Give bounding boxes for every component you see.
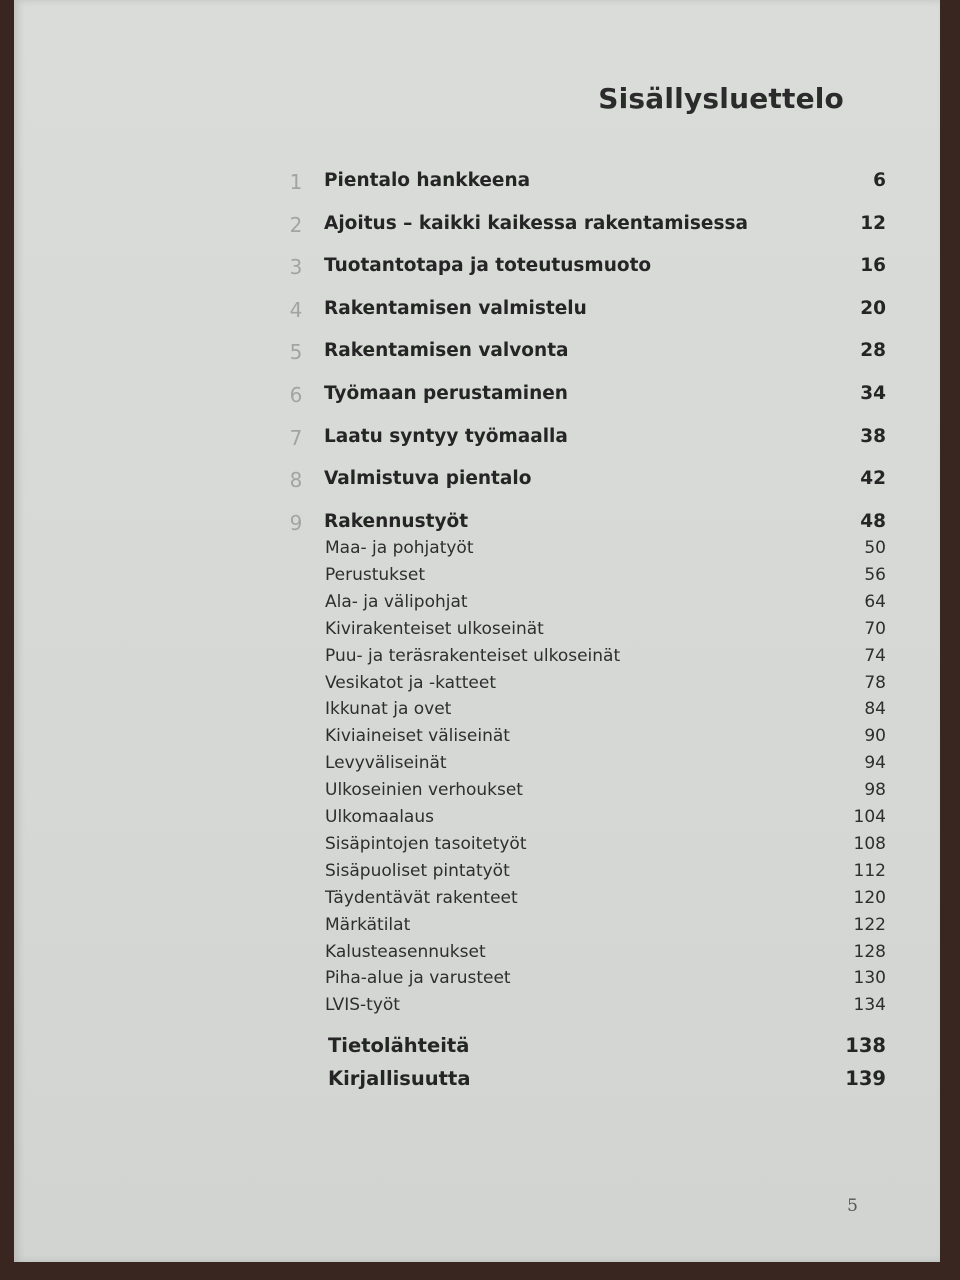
chapter-entry — [284, 383, 886, 413]
entry-title: Kiviaineiset väliseinät — [325, 726, 510, 747]
entry-page-number: 94 — [864, 753, 886, 774]
entry-page-number: 70 — [864, 618, 886, 639]
entry-title: Vesikatot ja -katteet — [325, 672, 497, 693]
chapter-number: 1 — [289, 170, 303, 194]
entry-title: Valmistuva pientalo — [324, 468, 532, 490]
entry-page-number: 108 — [853, 833, 886, 854]
chapter-number: 3 — [289, 255, 303, 280]
entry-page-number: 12 — [860, 212, 886, 234]
entry-page-number: 122 — [853, 914, 886, 935]
entry-page-number: 128 — [853, 941, 886, 962]
chapter-number: 5 — [289, 340, 303, 365]
entry-title: Ajoitus – kaikki kaikessa rakentamisessa — [324, 212, 748, 234]
subsection-entry — [284, 834, 886, 864]
chapter-entry — [284, 298, 886, 328]
entry-title: Työmaan perustaminen — [324, 383, 568, 404]
entry-title: Laatu syntyy työmaalla — [324, 425, 568, 447]
entry-page-number: 78 — [864, 672, 886, 693]
entry-page-number: 134 — [853, 995, 886, 1016]
entry-title: Ala- ja välipohjat — [325, 591, 468, 612]
entry-title: Rakennustyöt — [324, 510, 469, 532]
subsection-entry — [284, 915, 886, 945]
subsection-entry — [284, 699, 886, 729]
book-page — [14, 0, 940, 1262]
entry-page-number: 104 — [853, 807, 886, 827]
chapter-number: 2 — [289, 212, 303, 237]
entry-page-number: 38 — [860, 425, 886, 447]
entry-title: Levyväliseinät — [325, 753, 447, 774]
appendix-entry — [284, 1034, 886, 1064]
subsection-entry — [284, 888, 886, 918]
appendix-entry — [284, 1067, 886, 1097]
subsection-entry — [284, 538, 886, 568]
subsection-entry — [284, 861, 886, 891]
entry-title: Pientalo hankkeena — [324, 170, 531, 191]
entry-title: Tuotantotapa ja toteutusmuoto — [324, 255, 652, 277]
subsection-entry — [284, 592, 886, 622]
chapter-entry — [284, 170, 886, 200]
entry-title: Kirjallisuutta — [328, 1067, 471, 1090]
subsection-entry — [284, 646, 886, 676]
subsection-entry — [284, 619, 886, 649]
entry-title: Perustukset — [325, 564, 425, 585]
entry-title: Rakentamisen valvonta — [324, 340, 569, 362]
entry-title: Piha-alue ja varusteet — [325, 968, 511, 989]
entry-title: Kivirakenteiset ulkoseinät — [325, 618, 544, 639]
chapter-entry — [284, 468, 886, 498]
entry-page-number: 56 — [864, 564, 886, 585]
entry-title: Maa- ja pohjatyöt — [325, 538, 474, 558]
entry-page-number: 50 — [864, 538, 886, 558]
entry-page-number: 64 — [864, 591, 886, 612]
entry-title: Tietolähteitä — [328, 1034, 470, 1057]
subsection-entry — [284, 726, 886, 756]
chapter-entry — [284, 340, 886, 370]
entry-page-number: 6 — [873, 170, 886, 191]
entry-page-number: 90 — [864, 726, 886, 747]
entry-page-number: 130 — [853, 968, 886, 989]
subsection-entry — [284, 942, 886, 972]
entry-title: Ulkomaalaus — [325, 807, 434, 827]
entry-page-number: 84 — [864, 699, 886, 720]
entry-page-number: 34 — [860, 383, 886, 404]
subsection-entry — [284, 673, 886, 703]
chapter-number: 9 — [289, 510, 303, 535]
entry-page-number: 74 — [864, 645, 886, 666]
entry-title: Sisäpintojen tasoitetyöt — [325, 833, 527, 854]
subsection-entry — [284, 968, 886, 998]
subsection-entry — [284, 780, 886, 810]
chapter-number: 7 — [289, 425, 303, 450]
page-title: Sisällysluettelo — [598, 82, 844, 115]
entry-page-number: 28 — [860, 340, 886, 362]
chapter-entry — [284, 255, 886, 285]
chapter-entry — [284, 213, 886, 243]
chapter-number: 4 — [289, 297, 303, 322]
entry-title: Puu- ja teräsrakenteiset ulkoseinät — [325, 645, 621, 666]
entry-page-number: 20 — [860, 297, 886, 319]
entry-page-number: 16 — [860, 255, 886, 277]
entry-page-number: 42 — [860, 468, 886, 490]
entry-page-number: 120 — [853, 887, 886, 908]
entry-page-number: 48 — [860, 510, 886, 532]
entry-title: Sisäpuoliset pintatyöt — [325, 860, 510, 881]
entry-page-number: 138 — [845, 1034, 886, 1057]
subsection-entry — [284, 995, 886, 1025]
subsection-entry — [284, 807, 886, 837]
entry-page-number: 139 — [845, 1067, 886, 1090]
subsection-entry — [284, 753, 886, 783]
entry-title: Ikkunat ja ovet — [325, 699, 452, 720]
chapter-number: 8 — [289, 468, 303, 493]
subsection-entry — [284, 565, 886, 595]
entry-title: LVIS-työt — [325, 995, 400, 1016]
entry-page-number: 98 — [864, 780, 886, 801]
chapter-number: 6 — [289, 383, 303, 407]
entry-page-number: 112 — [853, 860, 886, 881]
entry-title: Kalusteasennukset — [325, 941, 486, 962]
entry-title: Rakentamisen valmistelu — [324, 297, 587, 319]
page-number: 5 — [847, 1196, 858, 1216]
chapter-entry — [284, 426, 886, 456]
chapter-entry — [284, 511, 886, 541]
entry-title: Märkätilat — [325, 914, 411, 935]
entry-title: Ulkoseinien verhoukset — [325, 780, 523, 801]
entry-title: Täydentävät rakenteet — [325, 887, 518, 908]
